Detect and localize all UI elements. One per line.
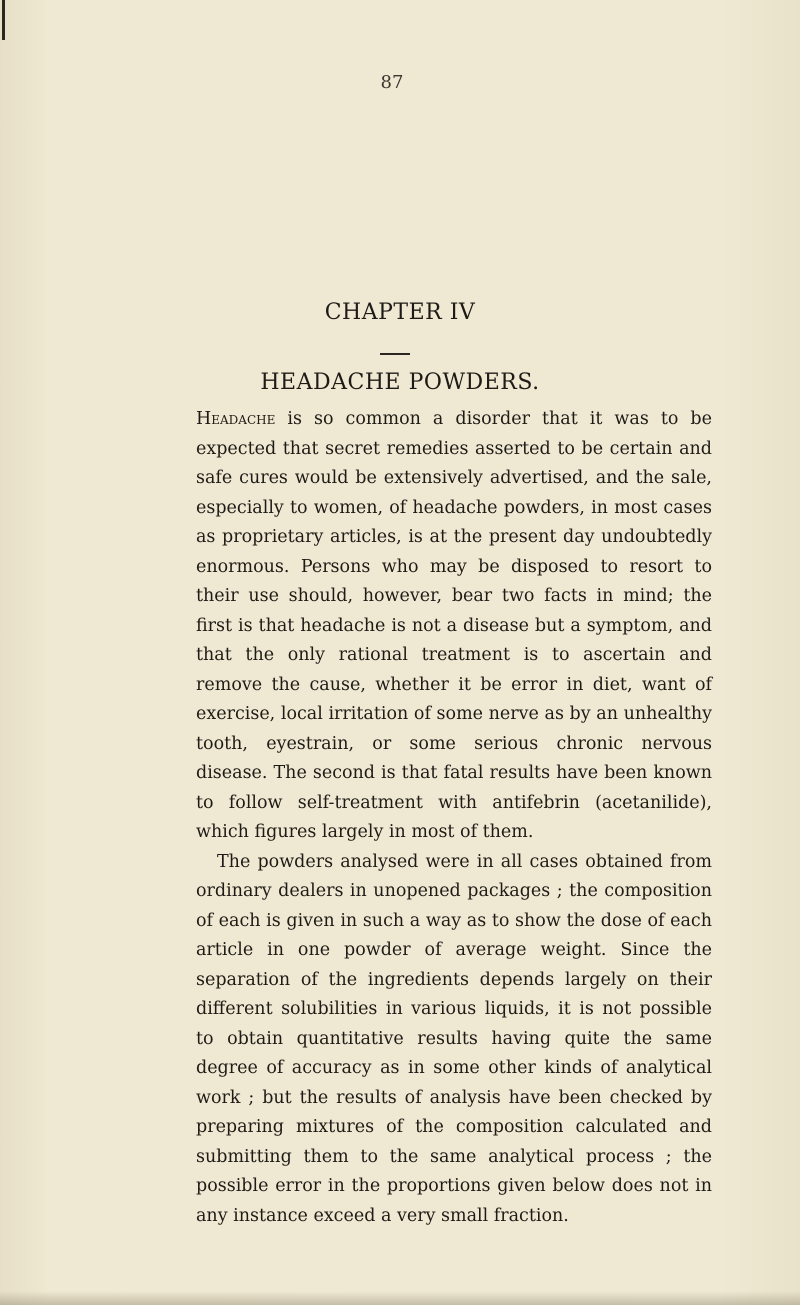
- page-bottom-shadow: [0, 1291, 800, 1305]
- chapter-heading: CHAPTER IV: [324, 300, 476, 325]
- heading-divider: [380, 353, 410, 355]
- body-text: [196, 405, 712, 1231]
- paragraph-1: [196, 405, 712, 848]
- page-edge-line: [2, 0, 5, 40]
- page-number: 87: [380, 72, 404, 93]
- paragraph-1-text: is so common a disorder that it was to be expected that secret remedies asserted to be certain and safe cures would be extensively advertised, and the sale, especially to women, of headache powders, in most cases as proprietary articles, is at the present day undoubtedly enormous. Persons who may be disposed to resort to their use should, however, bear two facts in mind; the first is that headache is not a disease but a symptom, and that the only rational treatment is to ascertain and remove the cause, whether it be error in diet, want of exercise, local irritation of some nerve as by an unhealthy tooth, eyestrain, or some serious chronic nervous disease. The second is that fatal results have been known to follow self-treatment with antifebrin (acetanilide), which figures largely in most of them.: [196, 409, 712, 842]
- paragraph-2: The powders analysed were in all cases obtained from ordinary dealers in unopened packages ; the composition of each is given in such a way as to show the dose of each article in one powder of average weight. Since the separation of the ingredients depends largely on their different solubilities in various liquids, it is not possible to obtain quantitative results having quite the same degree of accuracy as in some other kinds of analytical work ; but the results of analysis have been checked by preparing mixtures of the composition calculated and submitting them to the same analytical process ; the possible error in the proportions given below does not in any instance exceed a very small fraction.: [196, 851, 712, 1226]
- chapter-title: HEADACHE POWDERS.: [260, 370, 540, 395]
- paragraph-lead-word: Headache: [196, 409, 276, 429]
